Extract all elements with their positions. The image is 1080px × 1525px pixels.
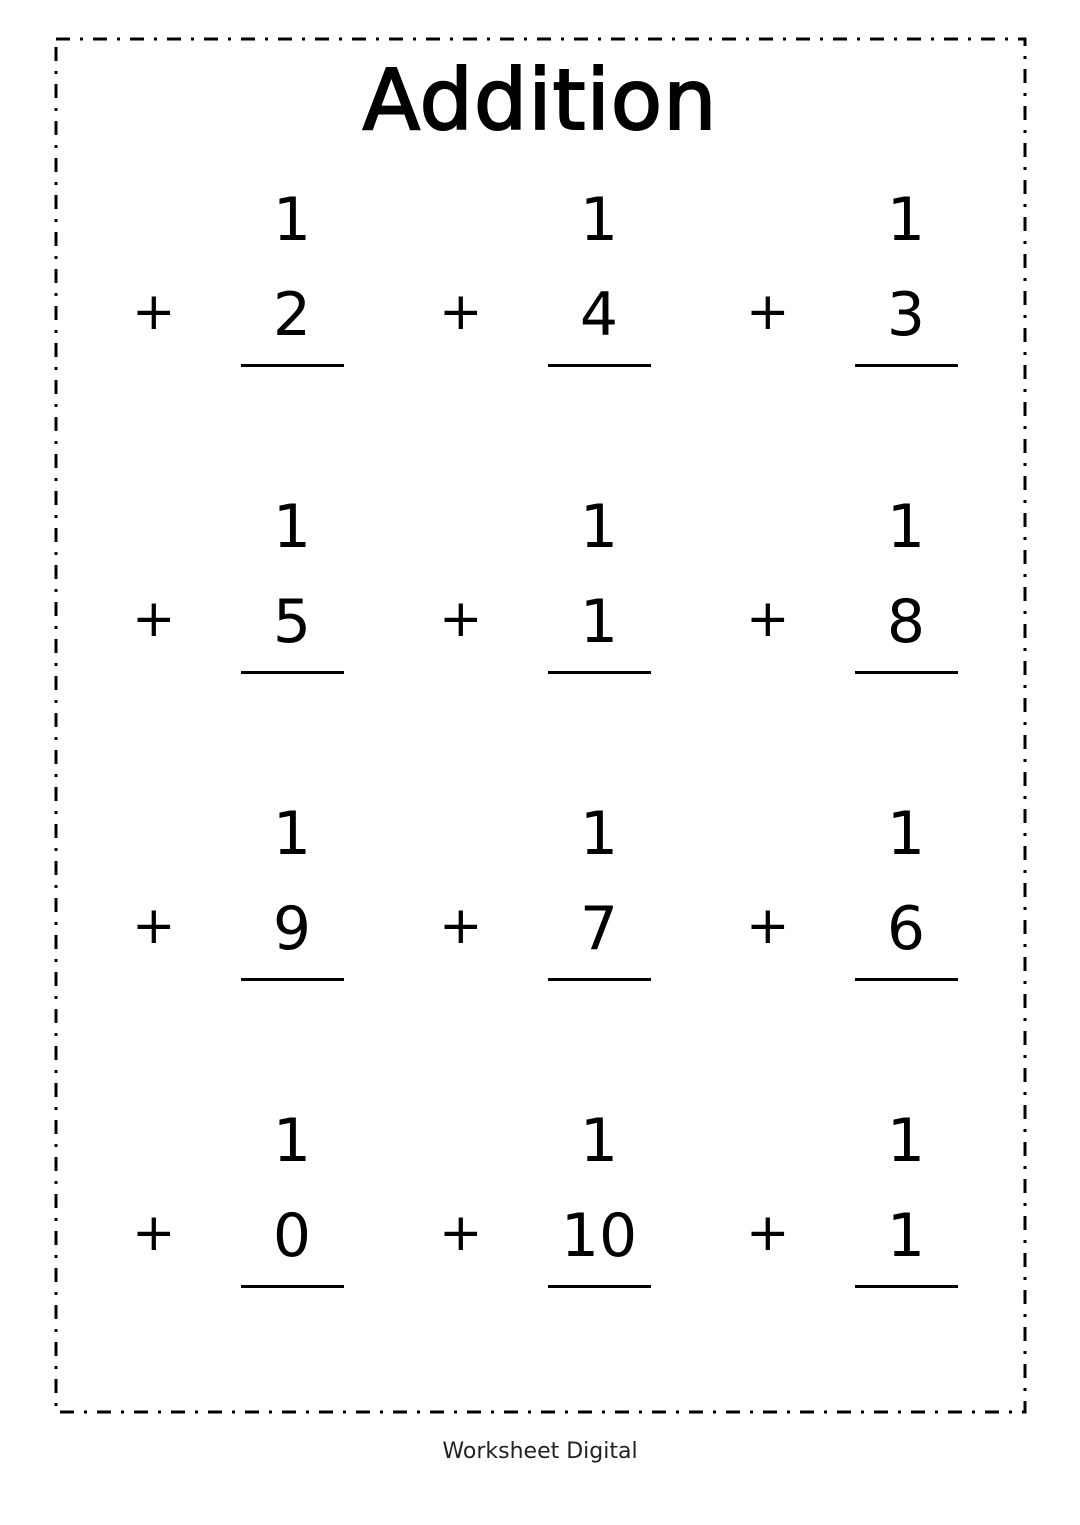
addition-problem: [132, 799, 352, 1009]
bottom-addend: 7: [579, 894, 619, 964]
bottom-addend: 1: [579, 587, 619, 657]
top-addend: 1: [886, 492, 926, 562]
bottom-addend: 5: [272, 587, 312, 657]
plus-sign: +: [746, 282, 790, 342]
bottom-addend: 6: [886, 894, 926, 964]
bottom-addend: 2: [272, 280, 312, 350]
plus-sign: +: [439, 589, 483, 649]
addition-problem: [439, 1106, 659, 1316]
answer-line: [241, 671, 344, 674]
plus-sign: +: [132, 1203, 176, 1263]
top-addend: 1: [272, 1106, 312, 1176]
plus-sign: +: [132, 896, 176, 956]
top-addend: 1: [272, 492, 312, 562]
answer-line: [241, 1285, 344, 1288]
top-addend: 1: [579, 799, 619, 869]
addition-problem: [439, 185, 659, 395]
answer-line: [241, 978, 344, 981]
addition-problem: [746, 185, 966, 395]
top-addend: 1: [579, 1106, 619, 1176]
answer-line: [548, 671, 651, 674]
plus-sign: +: [132, 282, 176, 342]
plus-sign: +: [439, 896, 483, 956]
bottom-addend: 0: [272, 1201, 312, 1271]
addition-problem: [132, 185, 352, 395]
answer-line: [548, 1285, 651, 1288]
top-addend: 1: [579, 185, 619, 255]
top-addend: 1: [886, 185, 926, 255]
addition-problem: [746, 492, 966, 702]
top-addend: 1: [272, 799, 312, 869]
worksheet-title: Addition: [362, 51, 718, 149]
bottom-addend: 8: [886, 587, 926, 657]
answer-line: [855, 978, 958, 981]
answer-line: [855, 364, 958, 367]
addition-problem: [132, 492, 352, 702]
answer-line: [855, 1285, 958, 1288]
addition-problem: [746, 1106, 966, 1316]
plus-sign: +: [746, 896, 790, 956]
plus-sign: +: [746, 1203, 790, 1263]
plus-sign: +: [439, 1203, 483, 1263]
plus-sign: +: [132, 589, 176, 649]
addition-problem: [439, 492, 659, 702]
answer-line: [241, 364, 344, 367]
plus-sign: +: [439, 282, 483, 342]
top-addend: 1: [272, 185, 312, 255]
addition-problem: [132, 1106, 352, 1316]
bottom-addend: 3: [886, 280, 926, 350]
top-addend: 1: [886, 1106, 926, 1176]
answer-line: [548, 978, 651, 981]
answer-line: [855, 671, 958, 674]
bottom-addend: 9: [272, 894, 312, 964]
top-addend: 1: [579, 492, 619, 562]
addition-problem: [439, 799, 659, 1009]
bottom-addend: 10: [560, 1201, 638, 1271]
bottom-addend: 1: [886, 1201, 926, 1271]
answer-line: [548, 364, 651, 367]
addition-problem: [746, 799, 966, 1009]
top-addend: 1: [886, 799, 926, 869]
plus-sign: +: [746, 589, 790, 649]
bottom-addend: 4: [579, 280, 619, 350]
footer-credit: Worksheet Digital: [442, 1439, 638, 1464]
